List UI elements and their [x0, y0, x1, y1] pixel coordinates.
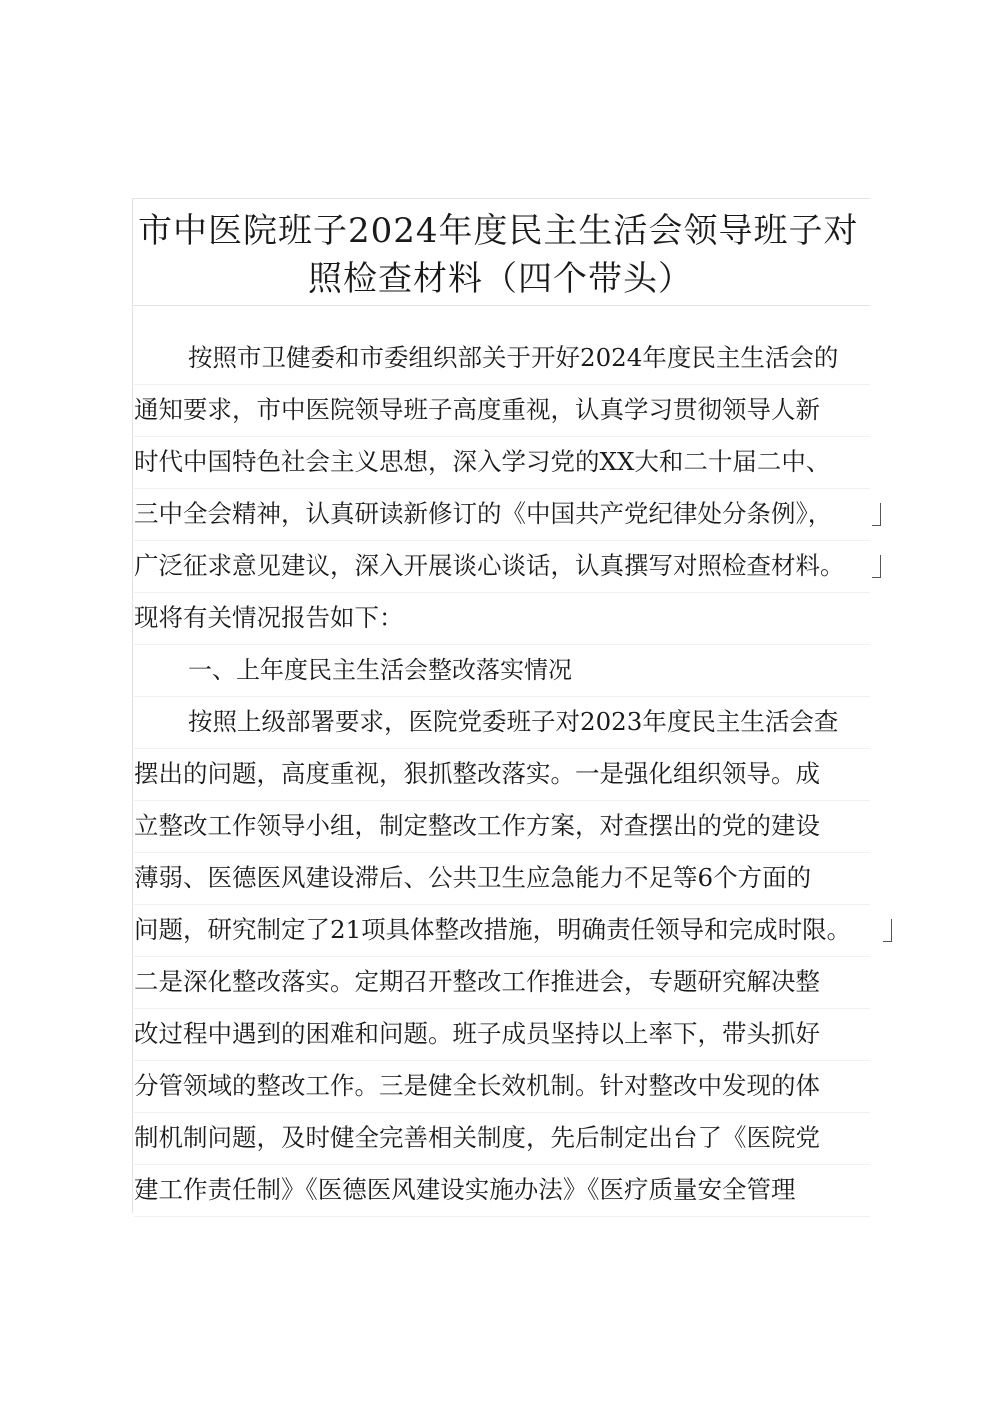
- paragraph-1-line: 按照市卫健委和市委组织部关于开好2024年度民主生活会的: [134, 332, 870, 385]
- paragraph-2-line: 立整改工作领导小组，制定整改工作方案，对查摆出的党的建设: [134, 800, 870, 853]
- line-end-mark: [883, 919, 892, 942]
- paragraph-1-line: 广泛征求意见建议，深入开展谈心谈话，认真撰写对照检查材料。: [134, 540, 870, 593]
- paragraph-2-line: 按照上级部署要求，医院党委班子对2023年度民主生活会查: [134, 696, 870, 749]
- paragraph-2-line: 摆出的问题，高度重视，狠抓整改落实。一是强化组织领导。成: [134, 748, 870, 801]
- paragraph-2-line: 建工作责任制》《医德医风建设实施办法》《医疗质量安全管理: [134, 1164, 870, 1217]
- line-end-mark: [872, 555, 881, 578]
- section-heading: 一、上年度民主生活会整改落实情况: [134, 644, 870, 697]
- paragraph-2-line: 制机制问题，及时健全完善相关制度，先后制定出台了《医院党: [134, 1112, 870, 1165]
- title-line-2: 照检查材料（四个带头）: [308, 259, 693, 299]
- paragraph-1-line: 三中全会精神，认真研读新修订的《中国共产党纪律处分条例》，: [134, 488, 870, 541]
- paragraph-1-line: 时代中国特色社会主义思想，深入学习党的XX大和二十届二中、: [134, 436, 870, 489]
- paragraph-2-line: 二是深化整改落实。定期召开整改工作推进会，专题研究解决整: [134, 956, 870, 1009]
- document-title: [132, 198, 870, 306]
- paragraph-2-line: 薄弱、医德医风建设滞后、公共卫生应急能力不足等6个方面的: [134, 852, 870, 905]
- title-line-1: 市中医院班子2024年度民主生活会领导班子对: [138, 211, 859, 251]
- paragraph-1-line: 通知要求，市中医院领导班子高度重视，认真学习贯彻领导人新: [134, 384, 870, 437]
- paragraph-2-line: 分管领域的整改工作。三是健全长效机制。针对整改中发现的体: [134, 1060, 870, 1113]
- paragraph-2-line: 改过程中遇到的困难和问题。班子成员坚持以上率下，带头抓好: [134, 1008, 870, 1061]
- paragraph-1-line: 现将有关情况报告如下：: [134, 592, 870, 645]
- line-end-mark: [872, 503, 881, 526]
- paragraph-2-line: 问题，研究制定了21项具体整改措施，明确责任领导和完成时限。: [134, 904, 870, 957]
